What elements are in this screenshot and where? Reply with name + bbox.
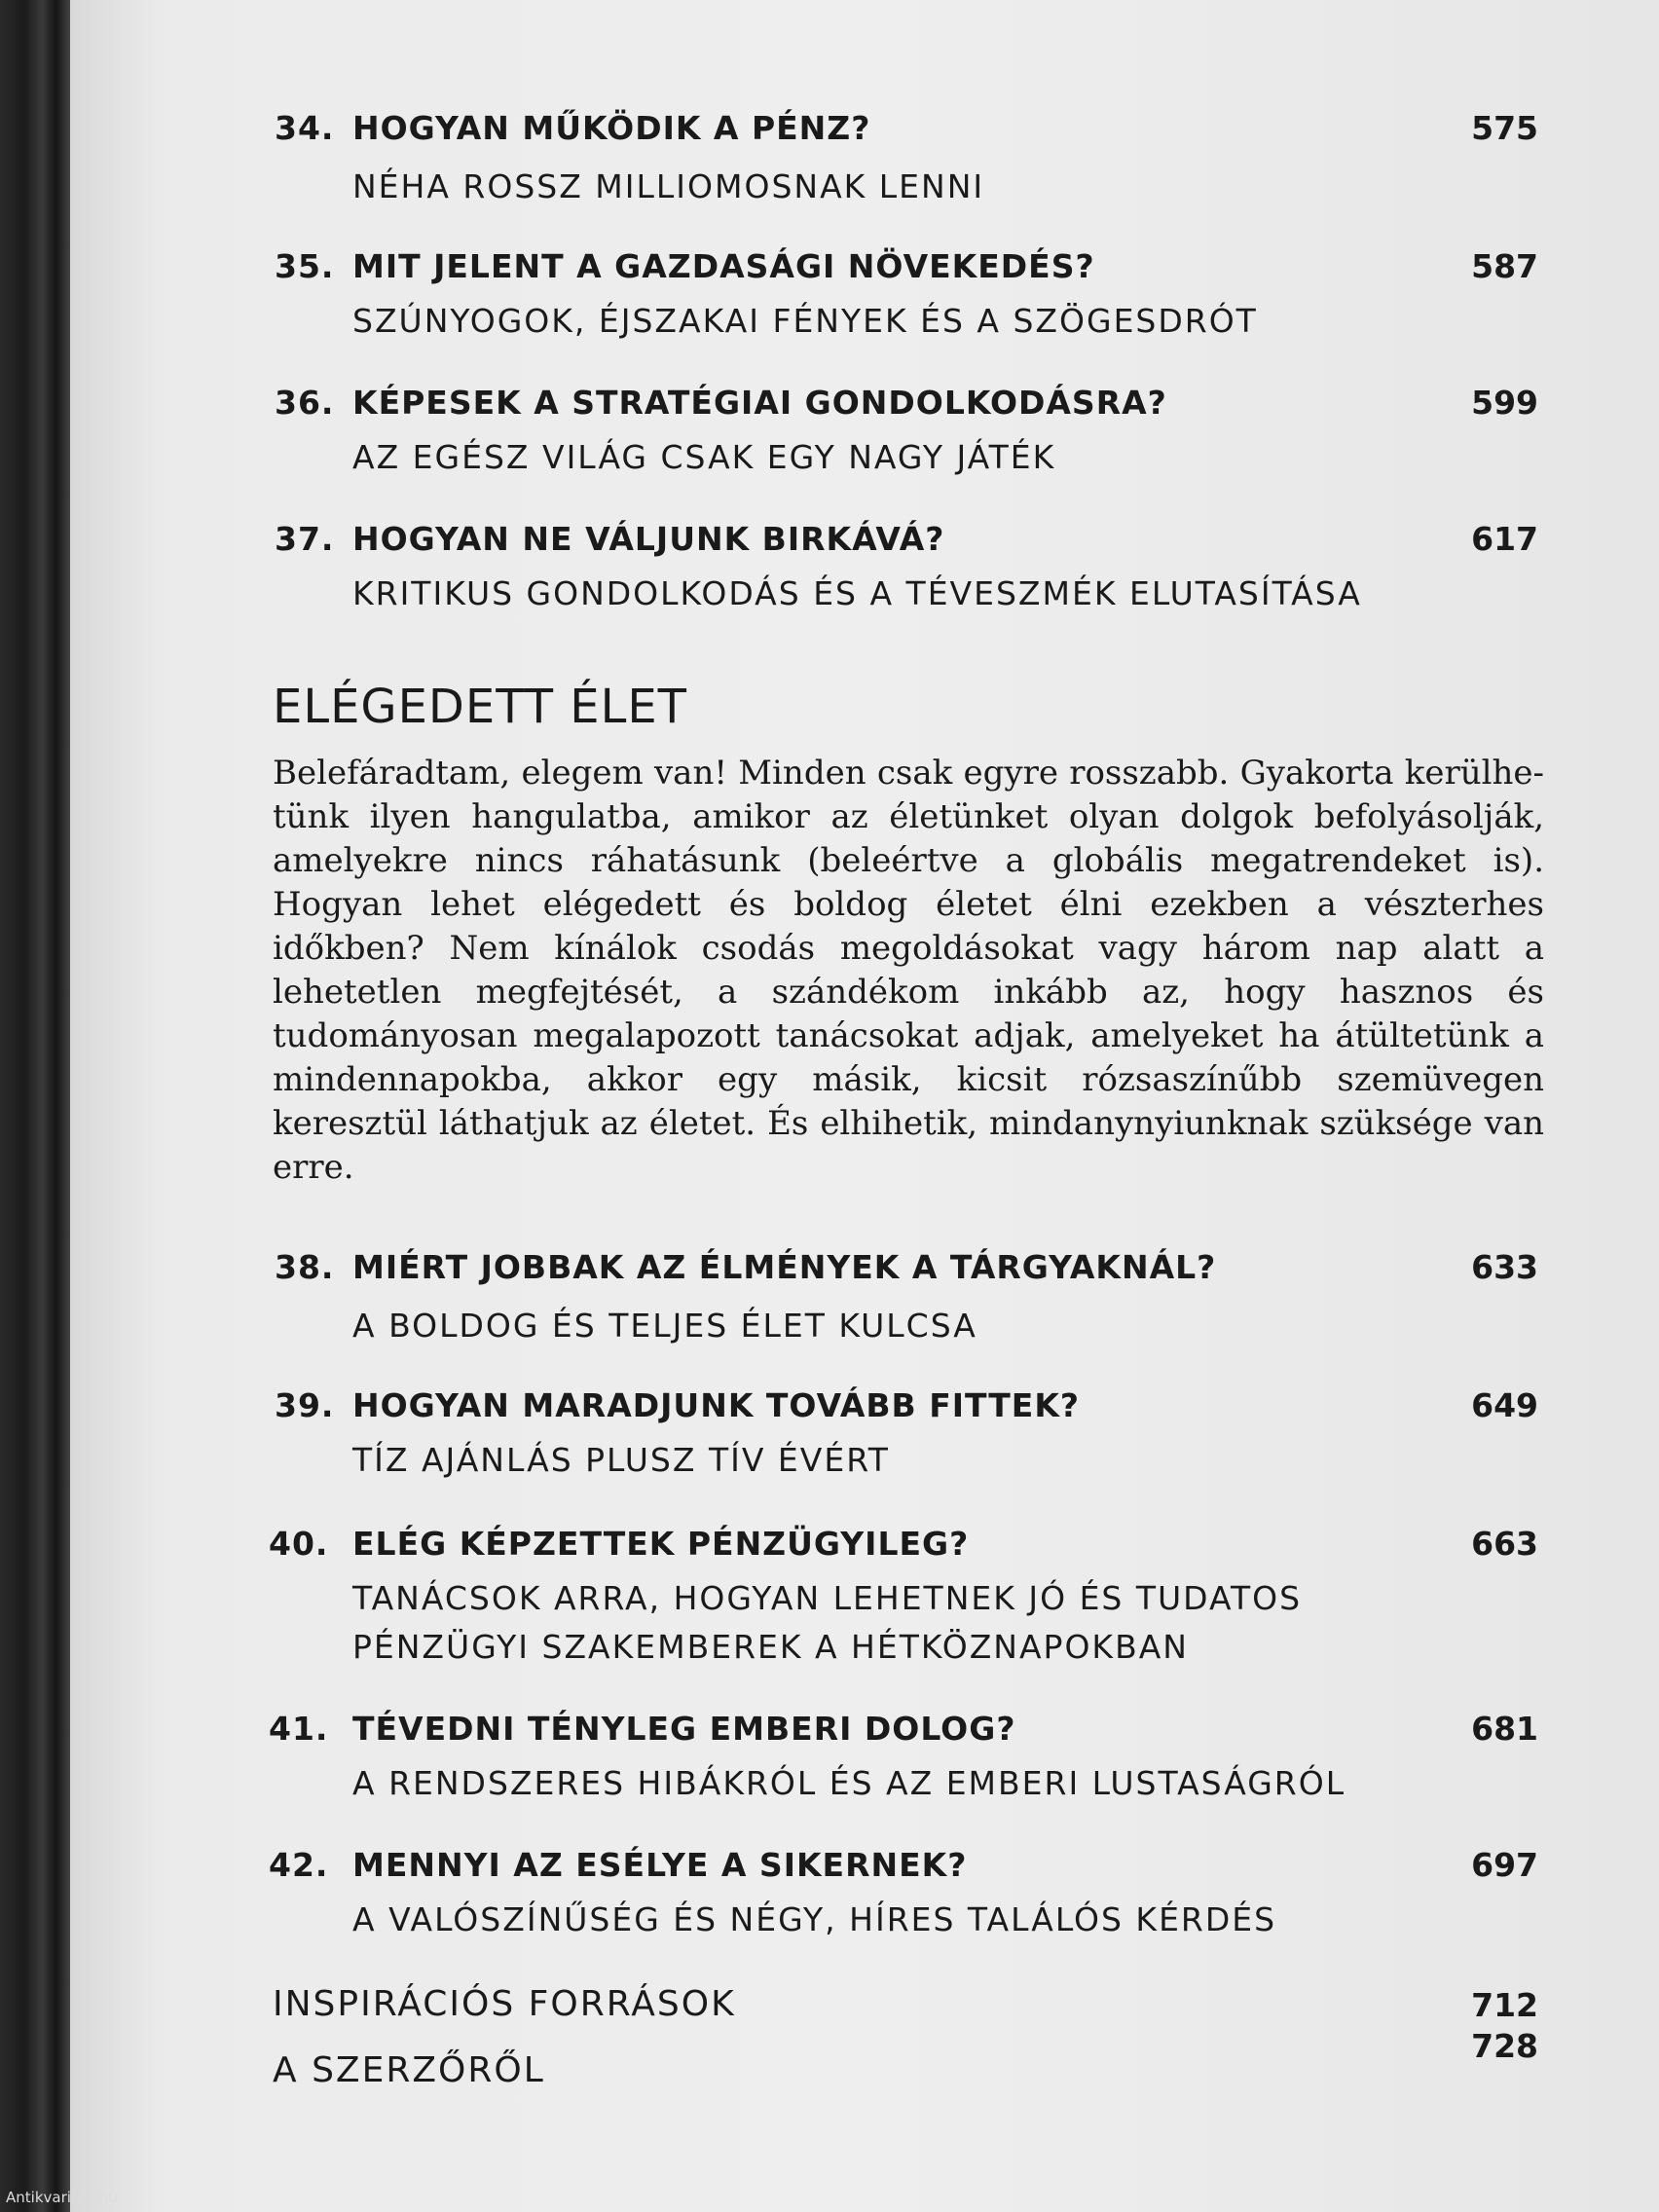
page-number: 587 <box>1471 247 1538 285</box>
chapter-subtitle: TÍZ AJÁNLÁS PLUSZ TÍV ÉVÉRT <box>352 1441 890 1479</box>
chapter-title: HOGYAN MŰKÖDIK A PÉNZ? <box>352 109 871 147</box>
chapter-number: 39. <box>275 1386 335 1424</box>
chapter-title: MIÉRT JOBBAK AZ ÉLMÉNYEK A TÁRGYAKNÁL? <box>352 1248 1217 1286</box>
chapter-subtitle: SZÚNYOGOK, ÉJSZAKAI FÉNYEK ÉS A SZÖGESDRÓT <box>352 302 1258 340</box>
section-heading: ELÉGEDETT ÉLET <box>273 680 687 734</box>
chapter-title: ELÉG KÉPZETTEK PÉNZÜGYILEG? <box>352 1525 970 1563</box>
page-number: 575 <box>1471 109 1538 147</box>
chapter-title: MIT JELENT A GAZDASÁGI NÖVEKEDÉS? <box>352 247 1095 285</box>
page-number: 599 <box>1471 384 1538 422</box>
chapter-number: 36. <box>275 384 335 422</box>
page-number: 633 <box>1471 1248 1538 1286</box>
section-intro-text: Belefáradtam, elegem van! Minden csak egyre rosszabb. Gyakorta kerülhetünk ilyen hangulatba, amikor az életünket olyan dolgok befolyásolják, amelyekre nincs ráhatásunk (beleértve a globális megatrendeket is). Hogyan lehet elégedett és boldog életet élni ezekben a vészterhes időkben? Nem kínálok csodás megoldásokat vagy három nap alatt a lehetetlen megfejtését, a szándékom inkább az, hogy hasznos és tudományosan megalapozott tanácsokat adjak, amelyeket ha átültetünk a mindennapokba, akkor egy másik, kicsit rózsaszínűbb szemüvegen keresztül láthatjuk az életet. És elhihetik, mindanynyiunknak szüksége van erre. <box>273 754 1544 1187</box>
book-spine <box>0 0 70 2212</box>
chapter-title: HOGYAN MARADJUNK TOVÁBB FITTEK? <box>352 1386 1081 1424</box>
chapter-subtitle: A VALÓSZÍNŰSÉG ÉS NÉGY, HÍRES TALÁLÓS KÉRDÉS <box>352 1900 1277 1938</box>
sources-page-number: 712 <box>1471 1986 1538 2024</box>
author-label: A SZERZŐRŐL <box>273 2050 545 2090</box>
page-number: 681 <box>1471 1710 1538 1748</box>
page-number: 617 <box>1471 520 1538 558</box>
author-page-number: 728 <box>1471 2027 1538 2065</box>
chapter-subtitle: TANÁCSOK ARRA, HOGYAN LEHETNEK JÓ ÉS TUDATOS <box>352 1579 1303 1617</box>
chapter-title: KÉPESEK A STRATÉGIAI GONDOLKODÁSRA? <box>352 384 1167 422</box>
chapter-number: 41. <box>269 1710 329 1748</box>
chapter-title: HOGYAN NE VÁLJUNK BIRKÁVÁ? <box>352 520 945 558</box>
chapter-subtitle: AZ EGÉSZ VILÁG CSAK EGY NAGY JÁTÉK <box>352 438 1056 476</box>
chapter-subtitle: KRITIKUS GONDOLKODÁS ÉS A TÉVESZMÉK ELUTASÍTÁSA <box>352 574 1362 612</box>
page-number: 649 <box>1471 1386 1538 1424</box>
chapter-number: 35. <box>275 247 335 285</box>
page-number: 663 <box>1471 1525 1538 1563</box>
chapter-number: 40. <box>269 1525 329 1563</box>
chapter-subtitle: A BOLDOG ÉS TELJES ÉLET KULCSA <box>352 1307 977 1345</box>
chapter-number: 42. <box>269 1846 329 1884</box>
sources-label: INSPIRÁCIÓS FORRÁSOK <box>273 1984 736 2024</box>
bleed-through-text <box>1092 88 1106 137</box>
chapter-title: MENNYI AZ ESÉLYE A SIKERNEK? <box>352 1846 968 1884</box>
page-number: 697 <box>1471 1846 1538 1884</box>
chapter-subtitle: A RENDSZERES HIBÁKRÓL ÉS AZ EMBERI LUSTASÁGRÓL <box>352 1764 1346 1802</box>
chapter-title: TÉVEDNI TÉNYLEG EMBERI DOLOG? <box>352 1710 1016 1748</box>
watermark-text: Antikvarium.hu <box>6 2189 118 2206</box>
chapter-number: 38. <box>275 1248 335 1286</box>
chapter-subtitle: NÉHA ROSSZ MILLIOMOSNAK LENNI <box>352 167 985 205</box>
chapter-number: 37. <box>275 520 335 558</box>
chapter-number: 34. <box>275 109 335 147</box>
chapter-subtitle-line2: PÉNZÜGYI SZAKEMBEREK A HÉTKÖZNAPOKBAN <box>352 1628 1189 1666</box>
